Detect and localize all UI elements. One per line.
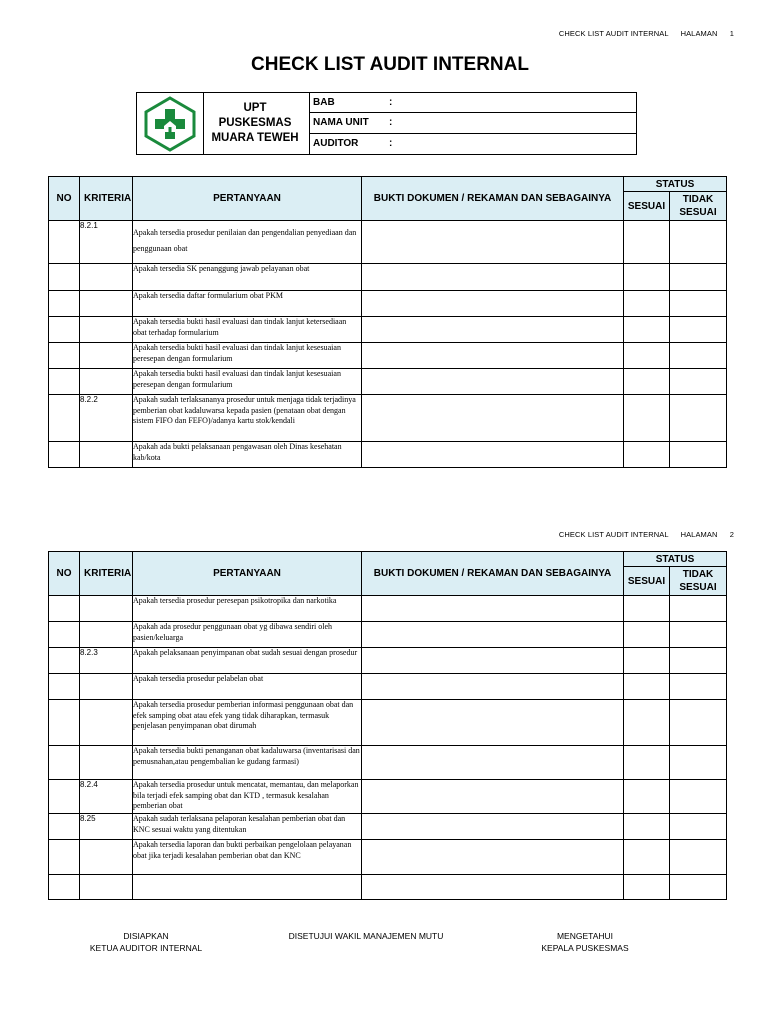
meta-separator: : [389,117,393,129]
document-title: CHECK LIST AUDIT INTERNAL [251,54,529,75]
pertanyaan-cell: Apakah tersedia bukti hasil evaluasi dan tindak lanjut ketersediaan obat terhadap formularium [133,317,362,343]
kriteria-cell [80,875,133,900]
tidak-sesuai-cell[interactable] [670,746,727,780]
audit-table-2 [48,551,727,900]
page-header-label: CHECK LIST AUDIT INTERNAL [558,29,669,38]
sesuai-cell[interactable] [624,648,670,674]
bukti-cell[interactable] [362,442,624,468]
kriteria-cell [80,291,133,317]
sesuai-cell[interactable] [624,317,670,343]
table-row [49,264,727,291]
pertanyaan-cell: Apakah tersedia laporan dan bukti perbaikan pengelolaan pelayanan obat jika terjadi kesalahan pemberian obat dan KNC [133,840,362,875]
pertanyaan-cell: Apakah sudah terlaksana pelaporan kesalahan pemberian obat dan KNC sesuai waktu yang ditentukan [133,814,362,840]
kriteria-cell [80,622,133,648]
tidak-sesuai-cell[interactable] [670,264,727,291]
pertanyaan-cell: Apakah tersedia prosedur peresepan psikotropika dan narkotika [133,596,362,622]
tidak-sesuai-cell[interactable] [670,369,727,395]
header-pertanyaan: PERTANYAAN [133,177,362,221]
org-line-2: MUARA TEWEH [211,132,299,144]
meta-row-nama-unit [310,113,636,133]
kriteria-cell [80,343,133,369]
table-row [49,395,727,442]
kriteria-cell [80,264,133,291]
sesuai-cell[interactable] [624,840,670,875]
kriteria-cell [80,369,133,395]
halaman-label: HALAMAN [680,29,718,38]
page-header [559,29,734,38]
kriteria-cell [80,674,133,700]
sesuai-cell[interactable] [624,596,670,622]
org-line-1: UPT PUSKESMAS [218,102,292,129]
header-sesuai: SESUAI [624,192,670,221]
tidak-sesuai-cell[interactable] [670,700,727,746]
bukti-cell[interactable] [362,700,624,746]
pertanyaan-cell [133,875,362,900]
table-row [49,369,727,395]
pertanyaan-cell: Apakah ada bukti pelaksanaan pengawasan oleh Dinas kesehatan kab/kota [133,442,362,468]
meta-separator: : [389,138,393,150]
header-tidak-sesuai: TIDAK SESUAI [670,567,727,596]
bukti-cell[interactable] [362,596,624,622]
page-number: 2 [729,530,734,539]
header-bukti: BUKTI DOKUMEN / REKAMAN DAN SEBAGAINYA [362,177,624,221]
sesuai-cell[interactable] [624,395,670,442]
bukti-cell[interactable] [362,648,624,674]
header-no: NO [49,177,80,221]
table-row [49,622,727,648]
pertanyaan-cell: Apakah sudah terlaksananya prosedur untuk menjaga tidak terjadinya pemberian obat kadaluwarsa kepada pasien (penataan obat dengan sistem FIFO dan FEFO)/adanya kartu stok/kendali [133,395,362,442]
kriteria-cell: 8.2.3 [80,648,133,674]
logo-cell [137,93,204,154]
meta-label: AUDITOR [313,138,359,150]
sesuai-cell[interactable] [624,442,670,468]
sesuai-cell[interactable] [624,875,670,900]
bukti-cell[interactable] [362,814,624,840]
tidak-sesuai-cell[interactable] [670,648,727,674]
pertanyaan-cell: Apakah ada prosedur penggunaan obat yg dibawa sendiri oleh pasien/keluarga [133,622,362,648]
tidak-sesuai-cell[interactable] [670,840,727,875]
kriteria-cell [80,442,133,468]
bukti-cell[interactable] [362,780,624,814]
sesuai-cell[interactable] [624,221,670,264]
signature-kepala-puskesmas [530,930,640,954]
table-row [49,840,727,875]
bukti-cell[interactable] [362,622,624,648]
halaman-label: HALAMAN [680,530,718,539]
bukti-cell[interactable] [362,369,624,395]
kriteria-cell [80,746,133,780]
sesuai-cell[interactable] [624,343,670,369]
no-cell [49,700,80,746]
no-cell [49,221,80,264]
signature-title: KETUA AUDITOR INTERNAL [89,943,203,953]
tidak-sesuai-cell[interactable] [670,442,727,468]
signature-role-label: DISIAPKAN [123,931,169,941]
kriteria-cell: 8.25 [80,814,133,840]
bukti-cell[interactable] [362,317,624,343]
header-kriteria: KRITERIA [80,552,133,596]
no-cell [49,369,80,395]
pertanyaan-cell: Apakah tersedia daftar formularium obat PKM [133,291,362,317]
page-header-label: CHECK LIST AUDIT INTERNAL [558,530,669,539]
bukti-cell[interactable] [362,395,624,442]
kriteria-cell [80,700,133,746]
bukti-cell[interactable] [362,875,624,900]
no-cell [49,746,80,780]
table-row [49,648,727,674]
info-block [136,92,637,155]
table-row [49,746,727,780]
header-kriteria: KRITERIA [80,177,133,221]
tidak-sesuai-cell[interactable] [670,317,727,343]
kriteria-cell: 8.2.1 [80,221,133,264]
tidak-sesuai-cell[interactable] [670,622,727,648]
audit-table-1 [48,176,727,468]
no-cell [49,814,80,840]
no-cell [49,875,80,900]
tidak-sesuai-cell[interactable] [670,814,727,840]
table-row [49,442,727,468]
sesuai-cell[interactable] [624,291,670,317]
table-row [49,317,727,343]
page-number: 1 [729,29,734,38]
pertanyaan-cell: Apakah tersedia SK penanggung jawab pelayanan obat [133,264,362,291]
signature-ketua-auditor [80,930,212,954]
tidak-sesuai-cell[interactable] [670,395,727,442]
no-cell [49,648,80,674]
signature-role-label: MENGETAHUI [556,931,614,941]
pertanyaan-cell: Apakah tersedia bukti penanganan obat kadaluwarsa (inventarisasi dan pemusnahan,atau pengembalian ke gudang farmasi) [133,746,362,780]
header-status: STATUS [624,177,727,192]
page-header [559,530,734,539]
meta-row-auditor [310,134,636,154]
no-cell [49,674,80,700]
tidak-sesuai-cell[interactable] [670,343,727,369]
kriteria-cell: 8.2.4 [80,780,133,814]
bukti-cell[interactable] [362,746,624,780]
pertanyaan-cell: Apakah pelaksanaan penyimpanan obat sudah sesuai dengan prosedur [133,648,362,674]
kriteria-cell [80,840,133,875]
pertanyaan-cell: Apakah tersedia prosedur pemberian informasi penggunaan obat dan efek samping obat atau efek yang tidak diharapkan, termasuk penjelasan penyimpanan obat dirumah [133,700,362,746]
table-row [49,700,727,746]
sesuai-cell[interactable] [624,746,670,780]
kriteria-cell [80,596,133,622]
no-cell [49,442,80,468]
table-row [49,814,727,840]
meta-label: NAMA UNIT [313,117,369,129]
meta-fields [310,93,636,154]
bukti-cell[interactable] [362,674,624,700]
pertanyaan-cell: Apakah tersedia prosedur untuk mencatat, memantau, dan melaporkan bila terjadi efek samping obat dan KTD , termasuk kesalahan pemberian obat [133,780,362,814]
table-row [49,343,727,369]
header-no: NO [49,552,80,596]
tidak-sesuai-cell[interactable] [670,780,727,814]
pertanyaan-cell: Apakah tersedia bukti hasil evaluasi dan tindak lanjut kesesuaian peresepan dengan formularium [133,343,362,369]
sesuai-cell[interactable] [624,814,670,840]
tidak-sesuai-cell[interactable] [670,596,727,622]
bukti-cell[interactable] [362,840,624,875]
table-row [49,221,727,264]
pertanyaan-cell: Apakah tersedia bukti hasil evaluasi dan tindak lanjut kesesuaian peresepan dengan formularium [133,369,362,395]
kriteria-cell: 8.2.2 [80,395,133,442]
signature-role-label: DISETUJUI WAKIL MANAJEMEN MUTU [288,931,444,941]
table-row [49,780,727,814]
no-cell [49,596,80,622]
meta-separator: : [389,97,393,109]
bukti-cell[interactable] [362,343,624,369]
no-cell [49,291,80,317]
table-row [49,674,727,700]
sesuai-cell[interactable] [624,369,670,395]
table-row [49,291,727,317]
no-cell [49,622,80,648]
pertanyaan-cell: Apakah tersedia prosedur pelabelan obat [133,674,362,700]
no-cell [49,780,80,814]
organization-name [203,93,310,154]
sesuai-cell[interactable] [624,780,670,814]
signature-title: KEPALA PUSKESMAS [541,943,629,953]
meta-row-bab [310,93,636,113]
bukti-cell[interactable] [362,291,624,317]
header-sesuai: SESUAI [624,567,670,596]
meta-label: BAB [313,97,335,109]
table-row [49,596,727,622]
no-cell [49,317,80,343]
pertanyaan-cell: Apakah tersedia prosedur penilaian dan pengendalian penyediaan dan penggunaan obat [133,221,362,264]
kriteria-cell [80,317,133,343]
bukti-cell[interactable] [362,264,624,291]
header-bukti: BUKTI DOKUMEN / REKAMAN DAN SEBAGAINYA [362,552,624,596]
tidak-sesuai-cell[interactable] [670,291,727,317]
signature-wakil-manajemen-mutu [280,930,452,942]
sesuai-cell[interactable] [624,264,670,291]
tidak-sesuai-cell[interactable] [670,674,727,700]
no-cell [49,395,80,442]
tidak-sesuai-cell[interactable] [670,875,727,900]
sesuai-cell[interactable] [624,622,670,648]
bukti-cell[interactable] [362,221,624,264]
header-pertanyaan: PERTANYAAN [133,552,362,596]
header-tidak-sesuai: TIDAK SESUAI [670,192,727,221]
sesuai-cell[interactable] [624,674,670,700]
header-status: STATUS [624,552,727,567]
tidak-sesuai-cell[interactable] [670,221,727,264]
puskesmas-cross-logo-icon [141,95,199,153]
table-row [49,875,727,900]
no-cell [49,840,80,875]
sesuai-cell[interactable] [624,700,670,746]
no-cell [49,264,80,291]
no-cell [49,343,80,369]
